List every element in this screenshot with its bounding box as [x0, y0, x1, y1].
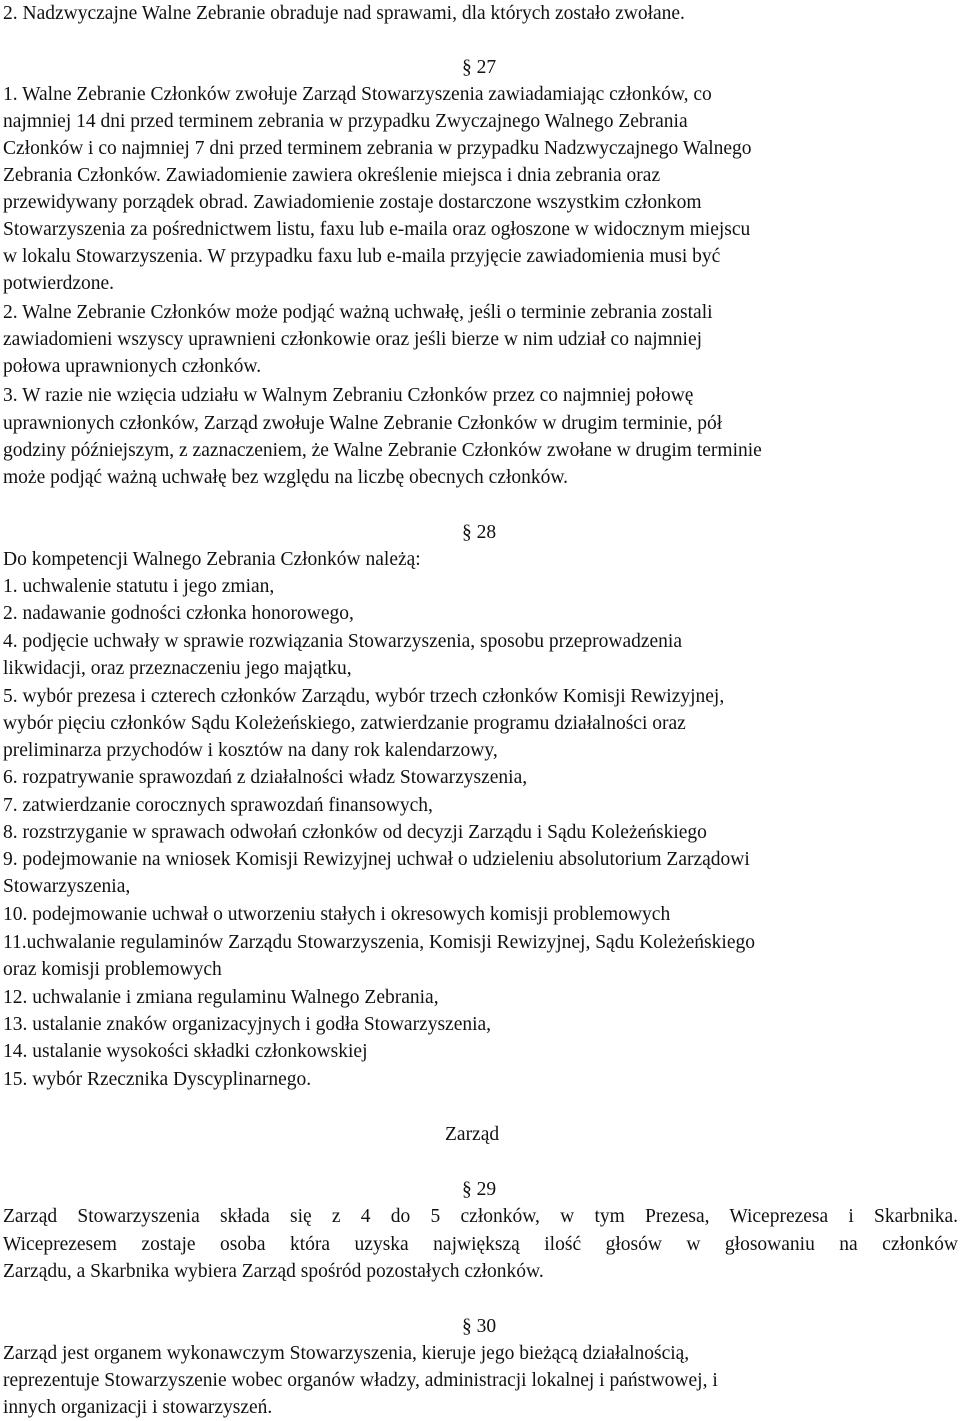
- list-item: preliminarza przychodów i kosztów na dany rok kalendarzowy,: [3, 740, 498, 761]
- list-item: likwidacji, oraz przeznaczeniu jego majątku,: [3, 658, 352, 679]
- paragraph-line: innych organizacji i stowarzyszeń.: [3, 1397, 273, 1418]
- list-item: 8. rozstrzyganie w sprawach odwołań członków od decyzji Zarządu i Sądu Koleżeńskiego: [3, 822, 707, 843]
- paragraph-line: Wiceprezesem zostaje osoba która uzyska największą ilość głosów w głosowaniu na członków: [3, 1234, 958, 1255]
- paragraph-line: Zarząd Stowarzyszenia składa się z 4 do 5 członków, w tym Prezesa, Wiceprezesa i Skarbnika.: [3, 1206, 958, 1227]
- list-item: 7. zatwierdzanie corocznych sprawozdań finansowych,: [3, 795, 433, 816]
- paragraph-line: Zebrania Członków. Zawiadomienie zawiera określenie miejsca i dnia zebrania oraz: [3, 165, 661, 186]
- list-item: 13. ustalanie znaków organizacyjnych i godła Stowarzyszenia,: [3, 1014, 492, 1035]
- list-item: 9. podejmowanie na wniosek Komisji Rewizyjnej uchwał o udzieleniu absolutorium Zarządowi: [3, 849, 750, 870]
- paragraph-line: najmniej 14 dni przed terminem zebrania w przypadku Zwyczajnego Walnego Zebrania: [3, 111, 688, 132]
- list-item: oraz komisji problemowych: [3, 959, 222, 980]
- list-item: 1. uchwalenie statutu i jego zmian,: [3, 576, 275, 597]
- intro-paragraph: 2. Nadzwyczajne Walne Zebranie obraduje nad sprawami, dla których zostało zwołane.: [3, 3, 685, 24]
- section-heading-28: § 28: [462, 522, 497, 543]
- list-item: 2. nadawanie godności członka honorowego,: [3, 603, 354, 624]
- paragraph-line: Zarząd jest organem wykonawczym Stowarzyszenia, kieruje jego bieżącą działalnością,: [3, 1343, 690, 1364]
- paragraph-line: potwierdzone.: [3, 273, 115, 294]
- section-heading-27: § 27: [462, 57, 497, 78]
- paragraph-line: 2. Walne Zebranie Członków może podjąć ważną uchwałę, jeśli o terminie zebrania zostali: [3, 302, 713, 323]
- chapter-title: Zarząd: [445, 1124, 500, 1145]
- paragraph-line: uprawnionych członków, Zarząd zwołuje Walne Zebranie Członków w drugim terminie, pół: [3, 413, 723, 434]
- paragraph-line: godziny późniejszym, z zaznaczeniem, że Walne Zebranie Członków zwołane w drugim terminie: [3, 440, 762, 461]
- paragraph-line: może podjąć ważną uchwałę bez względu na liczbę obecnych członków.: [3, 467, 569, 488]
- list-item: 11.uchwalanie regulaminów Zarządu Stowarzyszenia, Komisji Rewizyjnej, Sądu Koleżeńskiego: [3, 932, 755, 953]
- list-item: 12. uchwalanie i zmiana regulaminu Walnego Zebrania,: [3, 987, 439, 1008]
- list-item: Do kompetencji Walnego Zebrania Członków należą:: [3, 549, 421, 570]
- paragraph-line: Członków i co najmniej 7 dni przed terminem zebrania w przypadku Nadzwyczajnego Walnego: [3, 138, 752, 159]
- section-heading-29: § 29: [462, 1179, 497, 1200]
- paragraph-line: Stowarzyszenia za pośrednictwem listu, faxu lub e-maila oraz ogłoszone w widocznym miejscu: [3, 219, 751, 240]
- list-item: 10. podejmowanie uchwał o utworzeniu stałych i okresowych komisji problemowych: [3, 904, 671, 925]
- list-item: wybór pięciu członków Sądu Koleżeńskiego, zatwierdzanie programu działalności oraz: [3, 713, 686, 734]
- paragraph-line: reprezentuje Stowarzyszenie wobec organów władzy, administracji lokalnej i państwowej, i: [3, 1370, 718, 1391]
- list-item: 15. wybór Rzecznika Dyscyplinarnego.: [3, 1069, 312, 1090]
- list-item: 5. wybór prezesa i czterech członków Zarządu, wybór trzech członków Komisji Rewizyjnej,: [3, 686, 725, 707]
- list-item: Stowarzyszenia,: [3, 876, 131, 897]
- paragraph-line: Zarządu, a Skarbnika wybiera Zarząd spośród pozostałych członków.: [3, 1261, 544, 1282]
- paragraph-line: zawiadomieni wszyscy uprawnieni członkowie oraz jeśli bierze w nim udział co najmniej: [3, 329, 703, 350]
- list-item: 4. podjęcie uchwały w sprawie rozwiązania Stowarzyszenia, sposobu przeprowadzenia: [3, 631, 682, 652]
- paragraph-line: w lokalu Stowarzyszenia. W przypadku faxu lub e-maila przyjęcie zawiadomienia musi być: [3, 246, 721, 267]
- list-item: 14. ustalanie wysokości składki członkowskiej: [3, 1041, 368, 1062]
- section-heading-30: § 30: [462, 1316, 497, 1337]
- paragraph-line: połowa uprawnionych członków.: [3, 356, 262, 377]
- paragraph-line: przewidywany porządek obrad. Zawiadomienie zostaje dostarczone wszystkim członkom: [3, 192, 702, 213]
- paragraph-line: 1. Walne Zebranie Członków zwołuje Zarząd Stowarzyszenia zawiadamiając członków, co: [3, 84, 712, 105]
- list-item: 6. rozpatrywanie sprawozdań z działalności władz Stowarzyszenia,: [3, 767, 528, 788]
- paragraph-line: 3. W razie nie wzięcia udziału w Walnym Zebraniu Członków przez co najmniej połowę: [3, 385, 694, 406]
